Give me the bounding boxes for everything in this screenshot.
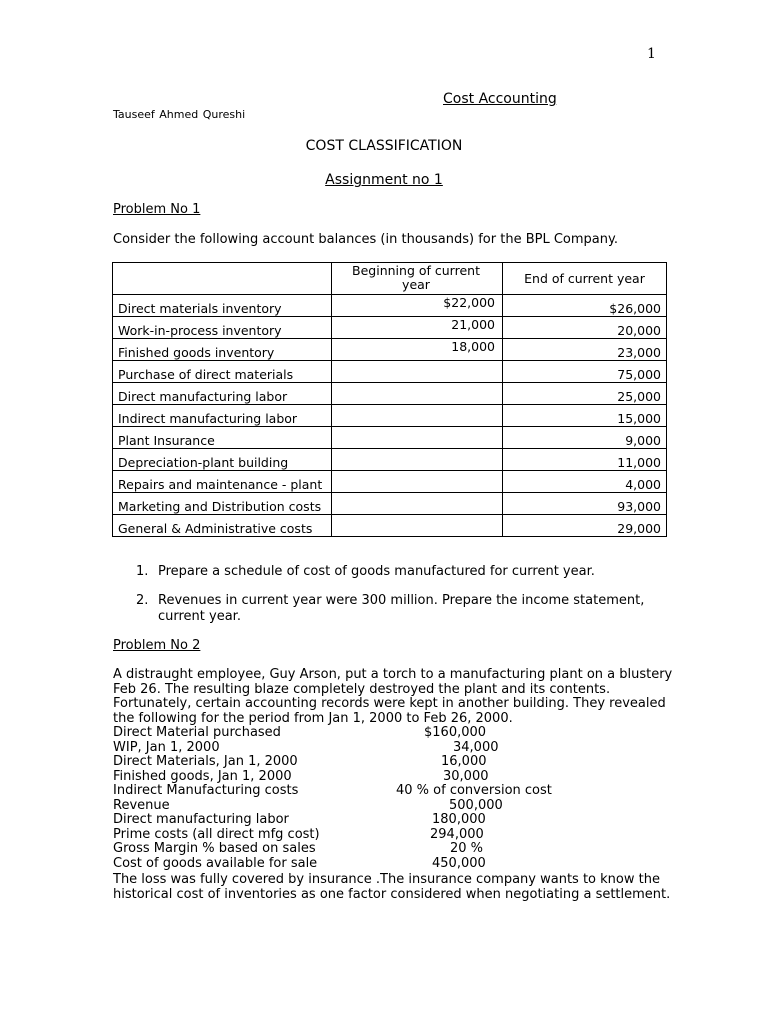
question-number: 1. bbox=[136, 564, 149, 579]
row-label: Work-in-process inventory bbox=[113, 317, 332, 339]
row-beginning-value bbox=[332, 361, 503, 383]
row-beginning-value: 21,000 bbox=[332, 317, 503, 339]
row-beginning-value bbox=[332, 427, 503, 449]
table-row bbox=[113, 493, 667, 515]
closing-line: The loss was fully covered by insurance .The insurance company wants to know the bbox=[113, 872, 660, 887]
table-body bbox=[113, 295, 667, 537]
row-end-value: $26,000 bbox=[503, 295, 667, 317]
table-row bbox=[113, 295, 667, 317]
problem2-paragraph bbox=[113, 668, 672, 726]
author-name: Tauseef Ahmed Qureshi bbox=[113, 108, 246, 121]
row-beginning-value bbox=[332, 471, 503, 493]
item-label: Prime costs (all direct mfg cost) bbox=[113, 826, 320, 842]
row-beginning-value bbox=[332, 405, 503, 427]
row-label: Direct manufacturing labor bbox=[113, 383, 332, 405]
paragraph-line: Feb 26. The resulting blaze completely destroyed the plant and its contents. bbox=[113, 681, 611, 697]
question-1 bbox=[136, 564, 595, 579]
paragraph-line: A distraught employee, Guy Arson, put a torch to a manufacturing plant on a blustery bbox=[113, 667, 673, 682]
row-label: General & Administrative costs bbox=[113, 515, 332, 537]
paragraph-line: Fortunately, certain accounting records were kept in another building. They revealed bbox=[113, 696, 666, 711]
item-label: WIP, Jan 1, 2000 bbox=[113, 739, 220, 755]
table-row bbox=[113, 405, 667, 427]
header-beginning-line1: Beginning of current bbox=[352, 263, 480, 278]
question-text: Prepare a schedule of cost of goods manufactured for current year. bbox=[158, 564, 595, 579]
header-beginning bbox=[332, 263, 503, 295]
item-value: 180,000 bbox=[432, 812, 486, 827]
item-value: 450,000 bbox=[432, 855, 486, 871]
row-end-value: 15,000 bbox=[503, 405, 667, 427]
item-label: Direct Material purchased bbox=[113, 725, 281, 740]
row-end-value: 93,000 bbox=[503, 493, 667, 515]
table-row bbox=[113, 317, 667, 339]
item-value: $160,000 bbox=[424, 725, 487, 740]
row-label: Marketing and Distribution costs bbox=[113, 493, 332, 515]
item-value: 40 % of conversion cost bbox=[396, 783, 552, 798]
row-label: Plant Insurance bbox=[113, 427, 332, 449]
item-value: 20 % bbox=[450, 841, 484, 856]
document-heading: COST CLASSIFICATION bbox=[305, 138, 463, 154]
question-text: Revenues in current year were 300 million. Prepare the income statement, bbox=[158, 593, 645, 608]
item-label: Gross Margin % based on sales bbox=[113, 841, 316, 856]
course-title: Cost Accounting bbox=[443, 91, 557, 107]
table-row bbox=[113, 515, 667, 537]
question-number: 2. bbox=[136, 593, 149, 608]
row-label: Direct materials inventory bbox=[113, 295, 332, 317]
row-beginning-value: 18,000 bbox=[332, 339, 503, 361]
item-label: Finished goods, Jan 1, 2000 bbox=[113, 768, 292, 784]
row-beginning-value bbox=[332, 449, 503, 471]
problem2-title: Problem No 2 bbox=[113, 638, 201, 653]
header-beginning-line2: year bbox=[402, 277, 430, 292]
row-end-value: 11,000 bbox=[503, 449, 667, 471]
item-label: Revenue bbox=[113, 797, 170, 813]
item-value: 34,000 bbox=[453, 739, 499, 755]
row-end-value: 23,000 bbox=[503, 339, 667, 361]
problem2-closing bbox=[113, 873, 670, 902]
closing-line: historical cost of inventories as one factor considered when negotiating a settlement. bbox=[113, 886, 671, 902]
row-end-value: 25,000 bbox=[503, 383, 667, 405]
item-label: Direct manufacturing labor bbox=[113, 812, 289, 827]
table-row bbox=[113, 383, 667, 405]
page-number: 1 bbox=[647, 46, 656, 62]
header-end: End of current year bbox=[503, 263, 667, 295]
item-value: 16,000 bbox=[441, 754, 487, 769]
table-row bbox=[113, 449, 667, 471]
question-text-cont: current year. bbox=[158, 609, 241, 624]
account-balances-table bbox=[112, 262, 667, 537]
row-label: Repairs and maintenance - plant bbox=[113, 471, 332, 493]
row-label: Finished goods inventory bbox=[113, 339, 332, 361]
row-end-value: 9,000 bbox=[503, 427, 667, 449]
problem1-intro: Consider the following account balances (in thousands) for the BPL Company. bbox=[113, 232, 618, 247]
item-label: Direct Materials, Jan 1, 2000 bbox=[113, 754, 298, 769]
row-end-value: 29,000 bbox=[503, 515, 667, 537]
item-label: Indirect Manufacturing costs bbox=[113, 783, 299, 798]
header-blank bbox=[113, 263, 332, 295]
row-label: Purchase of direct materials bbox=[113, 361, 332, 383]
row-end-value: 20,000 bbox=[503, 317, 667, 339]
assignment-heading bbox=[0, 172, 768, 188]
row-beginning-value bbox=[332, 515, 503, 537]
item-value: 294,000 bbox=[430, 826, 484, 842]
row-beginning-value bbox=[332, 493, 503, 515]
item-label: Cost of goods available for sale bbox=[113, 855, 318, 871]
table-row bbox=[113, 361, 667, 383]
table-row bbox=[113, 471, 667, 493]
table-row bbox=[113, 339, 667, 361]
row-beginning-value: $22,000 bbox=[332, 295, 503, 317]
assignment-label: Assignment no 1 bbox=[325, 172, 443, 188]
table-header-row bbox=[113, 263, 667, 295]
row-end-value: 75,000 bbox=[503, 361, 667, 383]
problem1-title: Problem No 1 bbox=[113, 202, 201, 217]
row-end-value: 4,000 bbox=[503, 471, 667, 493]
table-row bbox=[113, 427, 667, 449]
row-beginning-value bbox=[332, 383, 503, 405]
item-value: 500,000 bbox=[449, 797, 503, 813]
row-label: Depreciation-plant building bbox=[113, 449, 332, 471]
row-label: Indirect manufacturing labor bbox=[113, 405, 332, 427]
question-2 bbox=[136, 593, 644, 625]
paragraph-line: the following for the period from Jan 1, 2000 to Feb 26, 2000. bbox=[113, 710, 513, 726]
item-value: 30,000 bbox=[443, 768, 489, 784]
